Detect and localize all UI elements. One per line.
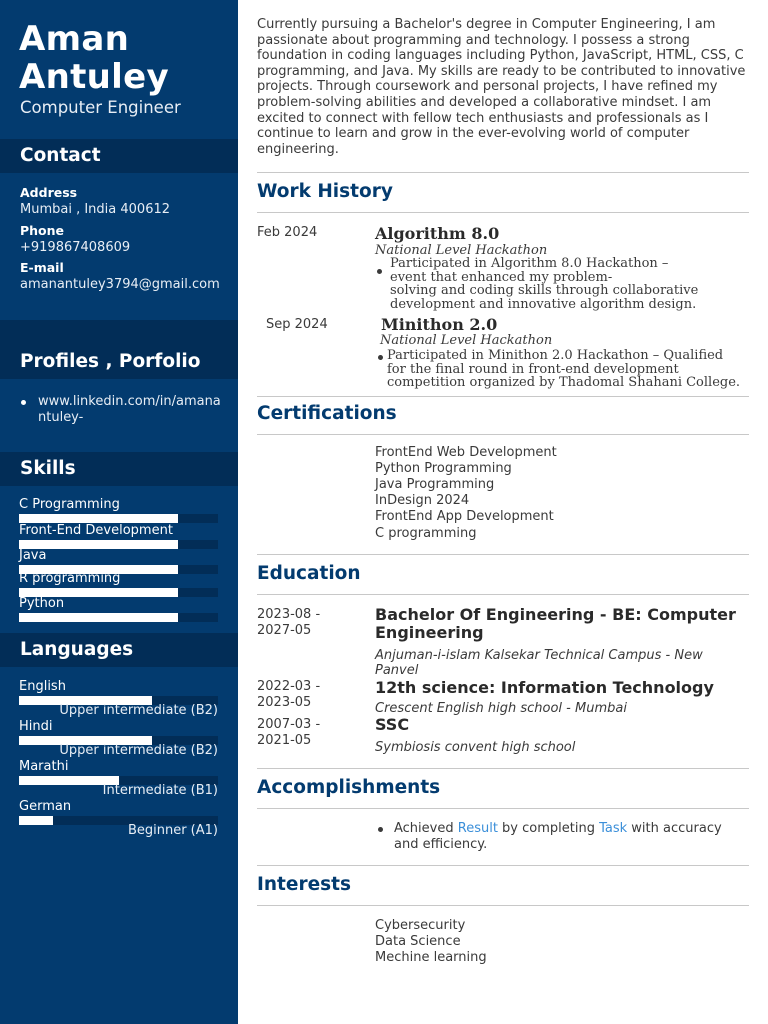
- work-description-line: solving and coding skills through collaborative: [390, 283, 699, 298]
- skill-item: [19, 596, 218, 622]
- section-divider: [257, 212, 749, 213]
- education-date-end: 2023-05: [257, 695, 312, 710]
- work-description: [390, 257, 760, 311]
- work-title: Algorithm 8.0: [375, 224, 500, 243]
- profiles-title: Profiles , Porfolio: [20, 351, 201, 372]
- skill-bar-fill: [19, 613, 178, 622]
- skills-title: Skills: [20, 458, 76, 479]
- work-date: Feb 2024: [257, 225, 318, 240]
- certification-item: C programming: [375, 526, 477, 541]
- certification-item: Java Programming: [375, 477, 495, 492]
- language-level: Beginner (A1): [127, 823, 218, 838]
- language-name: Marathi: [19, 759, 69, 774]
- contact-title: Contact: [20, 145, 101, 166]
- certification-item: Python Programming: [375, 461, 512, 476]
- work-description-line: event that enhanced my problem-: [390, 269, 613, 285]
- last-name: Antuley: [19, 57, 169, 97]
- work-date: Sep 2024: [266, 317, 328, 332]
- bullet-icon: [377, 269, 382, 274]
- work-org: National Level Hackathon: [380, 333, 553, 348]
- education-date-end: 2021-05: [257, 733, 312, 748]
- education-title-item: 12th science: Information Technology: [375, 678, 714, 697]
- skill-name: Java: [19, 548, 47, 563]
- accomplishment-text: by completing: [497, 821, 600, 836]
- candidate-role: Computer Engineer: [20, 98, 181, 117]
- section-divider: [257, 594, 749, 595]
- certifications-title: Certifications: [257, 403, 397, 424]
- education-date-start: 2023-08 -: [257, 607, 321, 622]
- language-level: Intermediate (B1): [102, 783, 218, 798]
- work-description-line: competition organized by Thadomal Shahani College.: [387, 375, 741, 390]
- education-title-item: SSC: [375, 715, 410, 734]
- certification-item: InDesign 2024: [375, 493, 470, 508]
- skill-bar: [19, 514, 218, 523]
- section-divider: [257, 434, 749, 435]
- education-date-end: 2027-05: [257, 623, 312, 638]
- certification-item: FrontEnd App Development: [375, 509, 554, 524]
- education-org: Symbiosis convent high school: [375, 740, 576, 755]
- languages-title: Languages: [20, 639, 134, 660]
- accomplishments-title: Accomplishments: [257, 777, 441, 798]
- sidebar-divider: [0, 320, 238, 348]
- accomplishment-text: Achieved: [394, 821, 458, 836]
- work-description-line: Participated in Algorithm 8.0 Hackathon –: [390, 256, 669, 271]
- language-item: [19, 759, 218, 785]
- skill-item: [19, 571, 218, 597]
- bullet-icon: [21, 400, 26, 405]
- work-description-line: Participated in Minithon 2.0 Hackathon – Qualified: [387, 348, 724, 363]
- first-name: Aman: [19, 19, 130, 59]
- section-divider: [257, 808, 749, 809]
- task-link[interactable]: Task: [599, 821, 628, 836]
- language-item: [19, 799, 218, 825]
- language-level: Upper intermediate (B2): [59, 743, 218, 758]
- education-title-item: Bachelor Of Engineering - BE: Computer Engineering: [375, 605, 736, 642]
- profile-summary: Currently pursuing a Bachelor's degree in Computer Engineering, I am passionate about programming and technology. I possess a strong foundation in coding languages including Python, JavaScript, HTML, CSS, C programming, and Java. My skills are ready to be contributed to innovative projects. Through coursework and personal projects, I have refined my problem-solving abilities and developed a collaborative mindset. I am excited to connect with fellow tech enthusiasts and professionals as I continue to learn and grow in the ever-evolving world of computer engineering.: [257, 17, 746, 157]
- section-divider: [257, 905, 749, 906]
- skill-item: [19, 497, 218, 523]
- language-item: [19, 679, 218, 705]
- language-bar-fill: [19, 816, 53, 825]
- email-value[interactable]: amanantuley3794@gmail.com: [20, 277, 220, 292]
- candidate-name: [19, 20, 169, 96]
- language-item: [19, 719, 218, 745]
- work-org: National Level Hackathon: [375, 243, 548, 258]
- education-date-start: 2007-03 -: [257, 717, 321, 732]
- skill-item: [19, 523, 218, 549]
- certification-item: FrontEnd Web Development: [375, 445, 557, 460]
- education-org: Crescent English high school - Mumbai: [375, 701, 627, 716]
- work-description-line: development and innovative algorithm design.: [390, 296, 697, 312]
- work-history-title: Work History: [257, 181, 393, 202]
- interests-title: Interests: [257, 874, 351, 895]
- sidebar: [0, 0, 238, 1024]
- phone-value[interactable]: +919867408609: [20, 240, 131, 255]
- phone-label: Phone: [20, 223, 65, 238]
- skill-bar-fill: [19, 514, 178, 523]
- profile-link-text[interactable]: www.linkedin.com/in/amanantuley-: [38, 394, 221, 425]
- skill-name: C Programming: [19, 497, 120, 512]
- section-divider: [257, 865, 749, 866]
- email-label: E-mail: [20, 260, 64, 275]
- accomplishment-text: with accuracy and efficiency.: [394, 821, 722, 852]
- interest-item: Cybersecurity: [375, 918, 466, 933]
- section-divider: [257, 768, 749, 769]
- work-description-line: for the final round in front-end development: [387, 361, 679, 377]
- education-date-start: 2022-03 -: [257, 679, 321, 694]
- work-title: Minithon 2.0: [381, 315, 498, 334]
- address-value: Mumbai , India 400612: [20, 202, 171, 217]
- skill-name: Front-End Development: [19, 523, 173, 538]
- work-description: [387, 349, 767, 390]
- language-name: Hindi: [19, 719, 53, 734]
- address-label: Address: [20, 185, 78, 200]
- accomplishment-item: [394, 821, 724, 853]
- education-org: Anjuman-i-islam Kalsekar Technical Campus - New Panvel: [375, 648, 703, 678]
- section-divider: [257, 172, 749, 173]
- education-title: Education: [257, 563, 361, 584]
- profile-link-linkedin[interactable]: [21, 394, 221, 426]
- language-level: Upper intermediate (B2): [59, 703, 218, 718]
- language-name: German: [19, 799, 72, 814]
- skill-name: R programming: [19, 571, 121, 586]
- interest-item: Mechine learning: [375, 950, 487, 965]
- bullet-icon: [378, 827, 383, 832]
- language-name: English: [19, 679, 66, 694]
- bullet-icon: [378, 355, 383, 360]
- section-divider: [257, 396, 749, 397]
- section-divider: [257, 554, 749, 555]
- interest-item: Data Science: [375, 934, 461, 949]
- skill-name: Python: [19, 596, 65, 611]
- skill-bar: [19, 613, 218, 622]
- result-link[interactable]: Result: [457, 821, 498, 836]
